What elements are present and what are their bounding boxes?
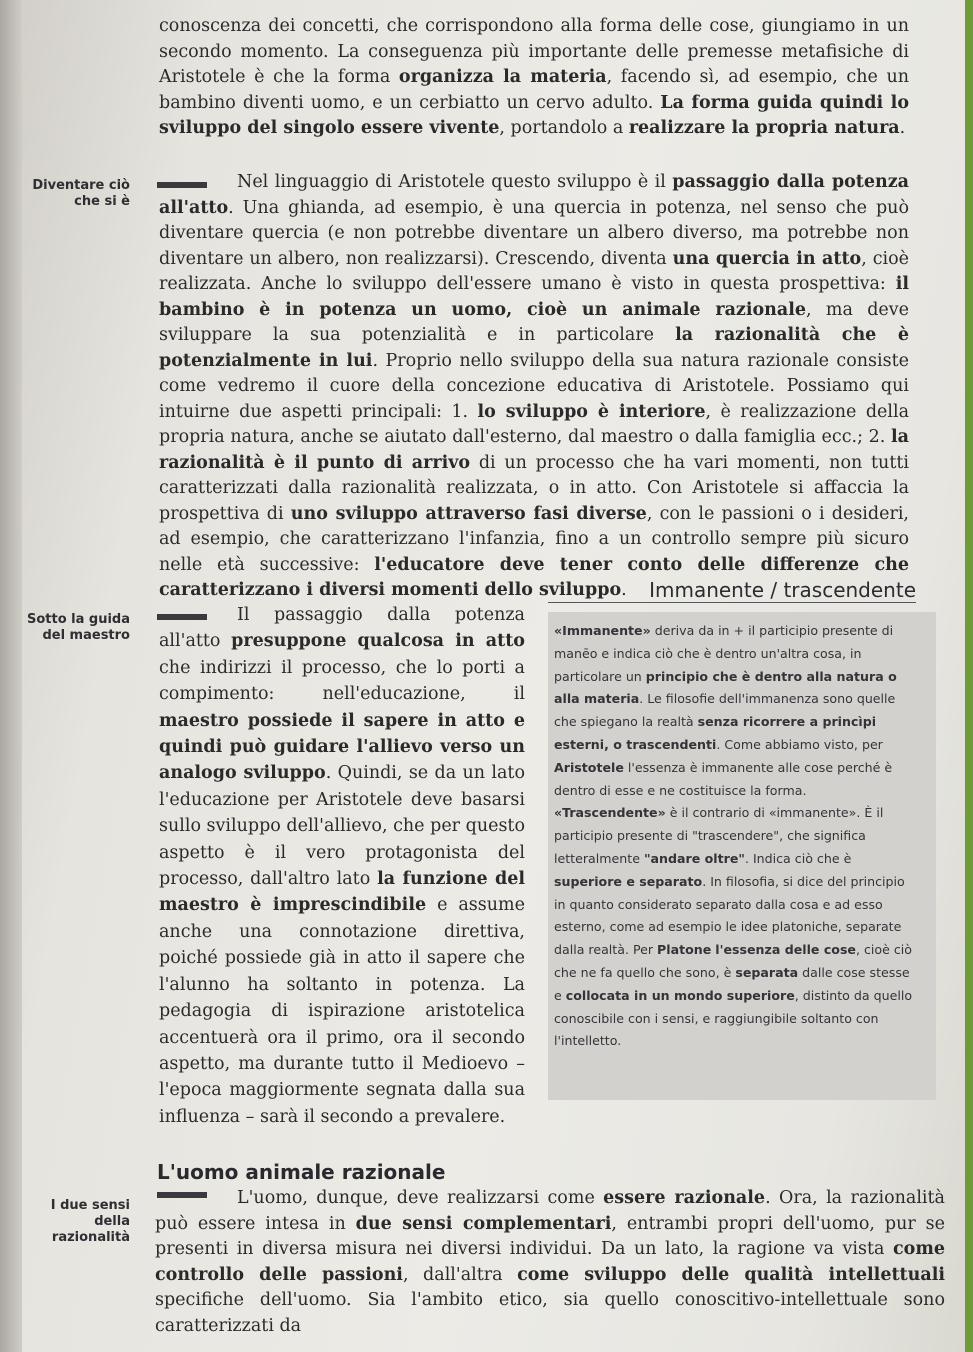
text-run: , cioè realizzata. Anche lo sviluppo dell'essere umano è visto in questa prospettiva: [159,248,909,294]
margin-label-diventare: Diventare ciò che si è [32,178,130,209]
bold-text-run: "andare oltre" [643,850,745,866]
text-run: specifiche dell'uomo. Sia l'ambito etico, sia quello conoscitivo-intellettuale sono caratterizzati da [155,1290,945,1336]
bold-text-run: Platone [657,942,712,958]
text-run: Nel linguaggio di Aristotele questo sviluppo è il [237,172,673,192]
bold-text-run: il bambino è in potenza un uomo, cioè un animale razionale [159,274,909,320]
bold-text-run: la funzione del maestro è imprescindibile [159,869,526,916]
bold-text-run: come controllo delle passioni [155,1239,945,1285]
bold-text-run: organizza la materia [398,67,607,87]
section-title: L'uomo animale razionale [157,1160,446,1184]
diventare-paragraph [159,170,909,604]
bold-text-run: «Immanente» [554,623,651,638]
text-run: . Una ghianda, ad esempio, è una quercia in potenza, nel senso che può diventare quercia (e non potrebbe diventare un albero diverso, ma potrebbe non diventare un albero, non realizzarsi). Crescendo, diventa [159,197,909,269]
text-run: . Proprio nello sviluppo della sua natura razionale consiste come vedremo il cuore della concezione educativa di Aristotele. Possiamo qui intuirne due aspetti principali: 1. [159,350,909,422]
box-paragraph-immanente [554,620,914,802]
bold-text-run: uno sviluppo attraverso fasi diverse [290,503,647,524]
text-run: l'essenza è immanente alle cose perché è dentro di esse e ne costituisce la forma. [554,759,893,798]
box-title: Immanente / trascendente [649,578,916,602]
bold-text-run: essere razionale [603,1188,766,1208]
bold-text-run: separata [735,964,799,980]
text-run: è il contrario di «immanente». È il participio presente di "trascendere", che significa letteralmente [554,805,884,866]
bold-text-run: passaggio dalla potenza all'atto [159,172,910,218]
bold-text-run: lo sviluppo è interiore [477,401,706,422]
text-run: deriva da [650,623,719,638]
bold-text-run: una quercia in atto [672,248,862,269]
box-text [554,620,914,1053]
bold-text-run: due sensi complementari [355,1213,612,1234]
text-run: Il passaggio dalla potenza all'atto [159,605,525,652]
bold-text-run: superiore e separato [554,873,703,889]
text-run: . [899,118,906,138]
text-run: conoscenza dei concetti, che corrispondono alla forma delle cose, giungiamo in un secondo momento. La conseguenza più importante delle premesse metafisiche di Aristotele è che la forma [159,16,909,87]
text-run: in [718,623,730,638]
bold-text-run: la razionalità è il punto di arrivo [159,427,909,473]
text-run: . Come abbiamo visto, per [716,736,883,752]
text-run: , portandolo a [499,118,629,138]
margin-label-sotto-guida: Sotto la guida del maestro [26,612,130,643]
text-run: che indirizzi il processo, che lo porti a compimento: nell'educazione, il [159,657,525,705]
text-run: , ma deve sviluppare la sua potenzialità e in particolare [159,299,909,345]
text-run: e assume anche una connotazione direttiva, poiché possiede già in atto il sapere che l'alunno ha soltanto in potenza. La pedagogia di ispirazione aristotelica accentuerà ora il primo, ora il secondo aspetto, ma durante tutto il Medioevo – l'epoca maggiormente segnata dalla sua influenza – sarà il secondo a prevalere. [159,895,525,1127]
text-run: . Ora, la razionalità può essere intesa in [155,1188,945,1234]
bold-text-run: «Trascendente» [554,805,666,821]
text-run: + il participio presente di [729,623,894,638]
page-edge-tab [965,0,973,1352]
text-run: , distinto da quello conoscibile con i sensi, e raggiungibile soltanto con l'intelletto. [554,987,913,1049]
bold-text-run: l'educatore deve tener conto delle differenze che caratterizzano i diversi momenti dello sviluppo [159,554,909,600]
text-run: , dall'altra [402,1264,518,1285]
bold-text-run: collocata in un mondo superiore [565,987,795,1003]
bold-text-run: maestro possiede il sapere in atto e quindi può guidare l'allievo verso un analogo sviluppo [159,710,525,784]
text-run: , facendo sì, ad esempio, che un bambino diventi uomo, e un cerbiatto un cervo adulto. [159,67,910,113]
margin-label-due-sensi: I due sensi della razionalità [50,1198,130,1245]
text-run: L'uomo, dunque, deve realizzarsi come [237,1188,604,1208]
text-run: . In filosofia, si dice del principio in quanto considerato separato dalla cosa e ad esso esterno, come ad esempio le idee platoniche, separate dalla realtà. Per [554,873,905,958]
bold-text-run: realizzare la propria natura [628,118,900,138]
text-run: di un processo che ha vari momenti, non tutti caratterizzati dalla razionalità realizzata, o in atto. Con Aristotele si affaccia la prospettiva di [159,452,909,524]
text-run: , è realizzazione della propria natura, anche se aiutato dall'esterno, dal maestro o dalla famiglia ecc.; 2. [159,401,910,447]
due-sensi-paragraph [155,1186,945,1339]
box-paragraph-trascendente [554,802,914,1053]
text-run: . [621,580,627,600]
text-run: dalle cose stesse e [554,964,910,1003]
text-run: , entrambi propri dell'uomo, pur se presenti in diversa misura nei diversi individui. Da un lato, la ragione va vista [155,1213,945,1259]
text-run: , cioè ciò che ne fa quello che sono, è [554,942,912,980]
text-run: . Quindi, se da un lato l'educazione per Aristotele deve basarsi sullo sviluppo dell'allievo, che per questo aspetto è il vero protagonista del processo, dall'altro lato [159,763,525,890]
text-run: manēo [554,645,598,661]
text-run: . Indica ciò che è [744,850,852,866]
sotto-paragraph [159,602,525,1130]
bold-text-run: come sviluppo delle qualità intellettuali [517,1264,945,1285]
intro-paragraph [159,14,909,142]
bold-text-run: principio che è dentro alla natura o alla materia [554,668,897,707]
bold-text-run: presuppone qualcosa in atto [231,631,525,652]
bold-text-run: Aristotele [554,759,624,775]
text-run: e indica ciò che è dentro un'altra cosa, in particolare un [554,645,862,684]
box-title-rule [548,602,916,603]
text-run: , con le passioni o i desideri, ad esempio, che caratterizzano l'infanzia, fino a un controllo sempre più sicuro nelle età successive: [159,503,909,575]
text-run: . Le filosofie dell'immanenza sono quelle che spiegano la realtà [554,691,896,730]
bold-text-run: La forma guida quindi lo sviluppo del singolo essere vivente [159,92,909,138]
bold-text-run: senza ricorrere a princìpi esterni, o trascendenti [554,714,877,752]
bold-text-run: la razionalità che è potenzialmente in lui [159,325,909,371]
bold-text-run: l'essenza delle cose [715,942,856,958]
